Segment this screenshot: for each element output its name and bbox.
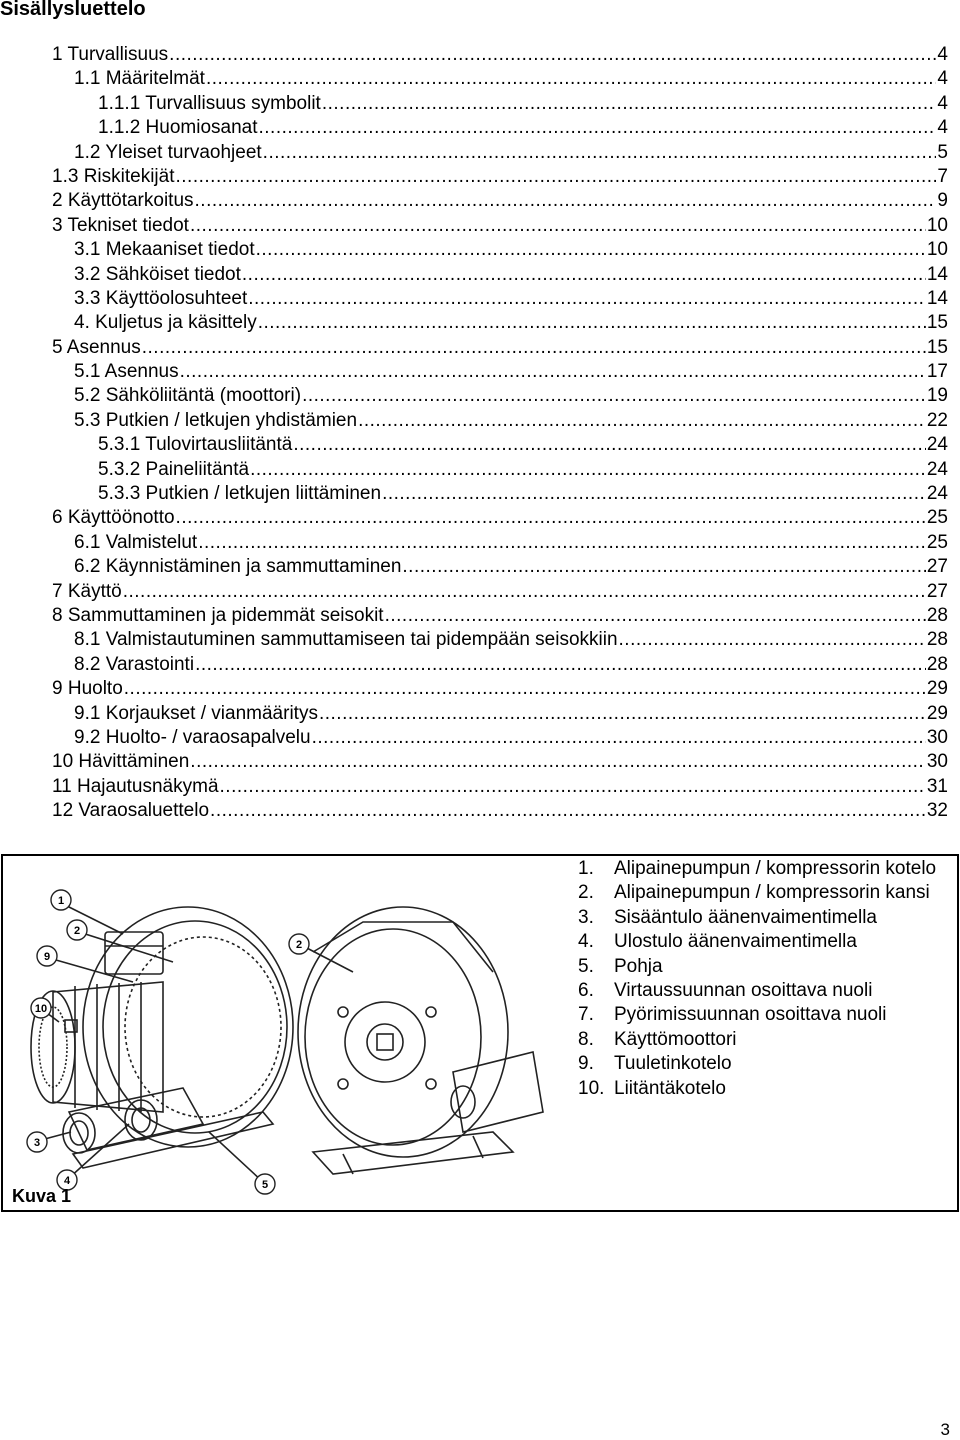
legend-item [578, 881, 950, 905]
legend-number: 2. [578, 882, 594, 904]
toc-entry[interactable] [52, 141, 948, 165]
legend-item [578, 1077, 950, 1101]
toc-entry[interactable] [52, 458, 948, 482]
toc-dot-leader [256, 238, 926, 262]
callout-label: 3 [33, 1137, 41, 1149]
toc-entry-page: 28 [926, 604, 948, 626]
callout-label: 2 [73, 925, 81, 937]
toc-entry-title: 9.2 Huolto- / varaosapalvelu [74, 726, 311, 748]
toc-dot-leader [176, 165, 937, 189]
toc-entry-title: 1.1.1 Turvallisuus symbolit [98, 92, 321, 114]
toc-entry-page: 25 [926, 507, 948, 529]
toc-dot-leader [358, 409, 926, 433]
toc-dot-leader [124, 677, 926, 701]
toc-entry-title: 3 Tekniset tiedot [52, 214, 189, 236]
toc-entry-title: 5.3.2 Paineliitäntä [98, 458, 250, 480]
toc-entry-page: 27 [926, 556, 948, 578]
toc-dot-leader [176, 506, 926, 530]
toc-entry[interactable] [52, 311, 948, 335]
toc-dot-leader [123, 580, 926, 604]
toc-entry-page: 24 [926, 483, 948, 505]
toc-entry-page: 28 [926, 629, 948, 651]
legend-text: Alipainepumpun / kompressorin kansi [614, 882, 930, 904]
toc-dot-leader [259, 116, 937, 140]
toc-entry[interactable] [52, 653, 948, 677]
legend-number: 8. [578, 1028, 594, 1050]
callout-label: 4 [63, 1175, 71, 1187]
legend-number: 3. [578, 906, 594, 928]
callout-label: 10 [34, 1003, 48, 1015]
figure-caption: Kuva 1 [12, 1186, 72, 1206]
toc-entry-title: 1.2 Yleiset turvaohjeet [74, 141, 262, 163]
toc-entry[interactable] [52, 43, 948, 67]
toc-entry-page: 4 [937, 117, 948, 139]
toc-entry-page: 4 [937, 44, 948, 65]
toc-entry-page: 29 [926, 678, 948, 700]
toc-entry[interactable] [52, 263, 948, 287]
toc-entry[interactable] [52, 702, 948, 726]
toc-dot-leader [206, 67, 936, 91]
toc-entry-page: 5 [937, 141, 948, 163]
legend-text: Tuuletinkotelo [614, 1053, 732, 1075]
toc-entry-page: 15 [926, 336, 948, 358]
toc-entry-page: 7 [937, 165, 948, 187]
toc-entry[interactable] [52, 238, 948, 262]
legend-number: 9. [578, 1053, 594, 1075]
toc-entry-title: 5 Asennus [52, 336, 141, 358]
toc-dot-leader [169, 43, 936, 67]
toc-dot-leader [195, 653, 926, 677]
callout-label: 5 [261, 1179, 269, 1191]
toc-entry-page: 19 [926, 385, 948, 407]
table-of-contents [52, 43, 948, 824]
toc-entry-title: 11 Hajautusnäkymä [52, 775, 219, 797]
legend-text: Virtaussuunnan osoittava nuoli [614, 980, 873, 1002]
toc-entry-page: 10 [926, 214, 948, 236]
toc-entry[interactable] [52, 482, 948, 506]
legend-item [578, 955, 950, 979]
toc-entry[interactable] [52, 531, 948, 555]
legend-item [578, 906, 950, 930]
legend-number: 6. [578, 980, 594, 1002]
toc-entry-title: 6.1 Valmistelut [74, 531, 198, 553]
legend-text: Pyörimissuunnan osoittava nuoli [614, 1004, 887, 1026]
toc-entry-title: 5.2 Sähköliitäntä (moottori) [74, 385, 302, 407]
toc-entry[interactable] [52, 677, 948, 701]
toc-entry-title: 1.1 Määritelmät [74, 68, 205, 90]
toc-entry-page: 31 [926, 775, 948, 797]
toc-entry-page: 24 [926, 434, 948, 456]
legend-number: 10. [578, 1077, 605, 1099]
toc-entry-title: 1.1.2 Huomiosanat [98, 117, 258, 139]
toc-entry-title: 7 Käyttö [52, 580, 122, 602]
toc-entry-title: 8.1 Valmistautuminen sammuttamiseen tai pidempään seisokkiin [74, 629, 618, 651]
toc-entry-page: 24 [926, 458, 948, 480]
toc-entry[interactable] [52, 409, 948, 433]
toc-dot-leader [210, 799, 926, 823]
toc-entry[interactable] [52, 116, 948, 140]
toc-entry-title: 6 Käyttöönotto [52, 507, 175, 529]
toc-dot-leader [293, 433, 926, 457]
toc-entry-title: 1 Turvallisuus [52, 44, 169, 65]
page-number: 3 [940, 1420, 950, 1439]
toc-entry-page: 4 [937, 68, 948, 90]
toc-entry-page: 4 [937, 92, 948, 114]
toc-entry[interactable] [52, 360, 948, 384]
toc-entry-page: 17 [926, 361, 948, 383]
toc-entry-title: 1.3 Riskitekijät [52, 165, 175, 187]
toc-entry[interactable] [52, 433, 948, 457]
toc-dot-leader [258, 311, 926, 335]
toc-dot-leader [322, 92, 937, 116]
toc-entry[interactable] [52, 799, 948, 823]
toc-heading: Sisällysluettelo [0, 0, 146, 20]
toc-entry-page: 14 [926, 263, 948, 285]
legend-item [578, 930, 950, 954]
toc-dot-leader [312, 726, 926, 750]
callout-label: 2 [295, 939, 303, 951]
toc-entry-title: 9.1 Korjaukset / vianmääritys [74, 702, 318, 724]
legend-text: Alipainepumpun / kompressorin kotelo [614, 858, 937, 879]
toc-entry-page: 10 [926, 239, 948, 261]
toc-dot-leader [190, 750, 926, 774]
toc-dot-leader [250, 458, 926, 482]
toc-entry[interactable] [52, 555, 948, 579]
toc-entry-page: 29 [926, 702, 948, 724]
legend-number: 5. [578, 955, 594, 977]
toc-dot-leader [263, 141, 937, 165]
legend-item [578, 1028, 950, 1052]
toc-entry-title: 9 Huolto [52, 678, 123, 700]
toc-entry[interactable] [52, 604, 948, 628]
toc-entry-page: 9 [937, 190, 948, 212]
toc-dot-leader [385, 604, 926, 628]
toc-entry-title: 6.2 Käynnistäminen ja sammuttaminen [74, 556, 402, 578]
toc-entry-page: 27 [926, 580, 948, 602]
toc-entry-page: 30 [926, 751, 948, 773]
toc-dot-leader [195, 189, 937, 213]
toc-dot-leader [319, 702, 926, 726]
legend-item [578, 857, 950, 881]
toc-dot-leader [248, 287, 926, 311]
toc-entry[interactable] [52, 67, 948, 91]
toc-entry[interactable] [52, 165, 948, 189]
toc-dot-leader [619, 628, 926, 652]
toc-entry[interactable] [52, 628, 948, 652]
pump-illustration [13, 862, 573, 1202]
toc-entry-title: 5.3.1 Tulovirtausliitäntä [98, 434, 293, 456]
toc-entry-page: 30 [926, 726, 948, 748]
legend-text: Käyttömoottori [614, 1028, 737, 1050]
toc-entry-page: 32 [926, 800, 948, 822]
toc-entry-title: 3.3 Käyttöolosuhteet [74, 287, 248, 309]
callout-label: 1 [57, 895, 65, 907]
toc-entry-page: 25 [926, 531, 948, 553]
toc-dot-leader [382, 482, 926, 506]
toc-entry[interactable] [52, 287, 948, 311]
toc-entry[interactable] [52, 750, 948, 774]
toc-entry-title: 5.1 Asennus [74, 361, 179, 383]
toc-entry-page: 14 [926, 287, 948, 309]
toc-entry[interactable] [52, 775, 948, 799]
legend-text: Pohja [614, 955, 663, 977]
toc-entry[interactable] [52, 384, 948, 408]
legend-text: Sisääntulo äänenvaimentimella [614, 906, 877, 928]
toc-entry-title: 5.3.3 Putkien / letkujen liittäminen [98, 483, 382, 505]
legend-item [578, 979, 950, 1003]
toc-entry-title: 3.1 Mekaaniset tiedot [74, 239, 255, 261]
toc-entry-title: 2 Käyttötarkoitus [52, 190, 194, 212]
legend-number: 1. [578, 858, 594, 879]
legend-number: 7. [578, 1004, 594, 1026]
toc-dot-leader [220, 775, 926, 799]
toc-dot-leader [198, 531, 926, 555]
toc-dot-leader [402, 555, 925, 579]
toc-entry-title: 5.3 Putkien / letkujen yhdistämien [74, 409, 358, 431]
toc-entry[interactable] [52, 580, 948, 604]
toc-entry-title: 10 Hävittäminen [52, 751, 190, 773]
toc-entry[interactable] [52, 726, 948, 750]
figure-legend [578, 857, 950, 1101]
toc-entry[interactable] [52, 336, 948, 360]
legend-text: Ulostulo äänenvaimentimella [614, 931, 857, 953]
toc-dot-leader [242, 263, 926, 287]
toc-entry-title: 12 Varaosaluettelo [52, 800, 210, 822]
toc-entry[interactable] [52, 214, 948, 238]
toc-entry[interactable] [52, 189, 948, 213]
toc-entry-title: 3.2 Sähköiset tiedot [74, 263, 241, 285]
toc-entry-page: 28 [926, 653, 948, 675]
toc-entry-page: 22 [926, 409, 948, 431]
toc-entry-page: 15 [926, 312, 948, 334]
callout-label: 9 [43, 951, 51, 963]
toc-dot-leader [190, 214, 926, 238]
toc-dot-leader [142, 336, 926, 360]
legend-number: 4. [578, 931, 594, 953]
legend-item [578, 1003, 950, 1027]
toc-entry[interactable] [52, 506, 948, 530]
toc-entry-title: 8 Sammuttaminen ja pidemmät seisokit [52, 604, 384, 626]
legend-text: Liitäntäkotelo [614, 1077, 726, 1099]
toc-entry[interactable] [52, 92, 948, 116]
toc-entry-title: 8.2 Varastointi [74, 653, 195, 675]
legend-item [578, 1052, 950, 1076]
toc-dot-leader [302, 384, 926, 408]
toc-entry-title: 4. Kuljetus ja käsittely [74, 312, 257, 334]
toc-dot-leader [180, 360, 926, 384]
